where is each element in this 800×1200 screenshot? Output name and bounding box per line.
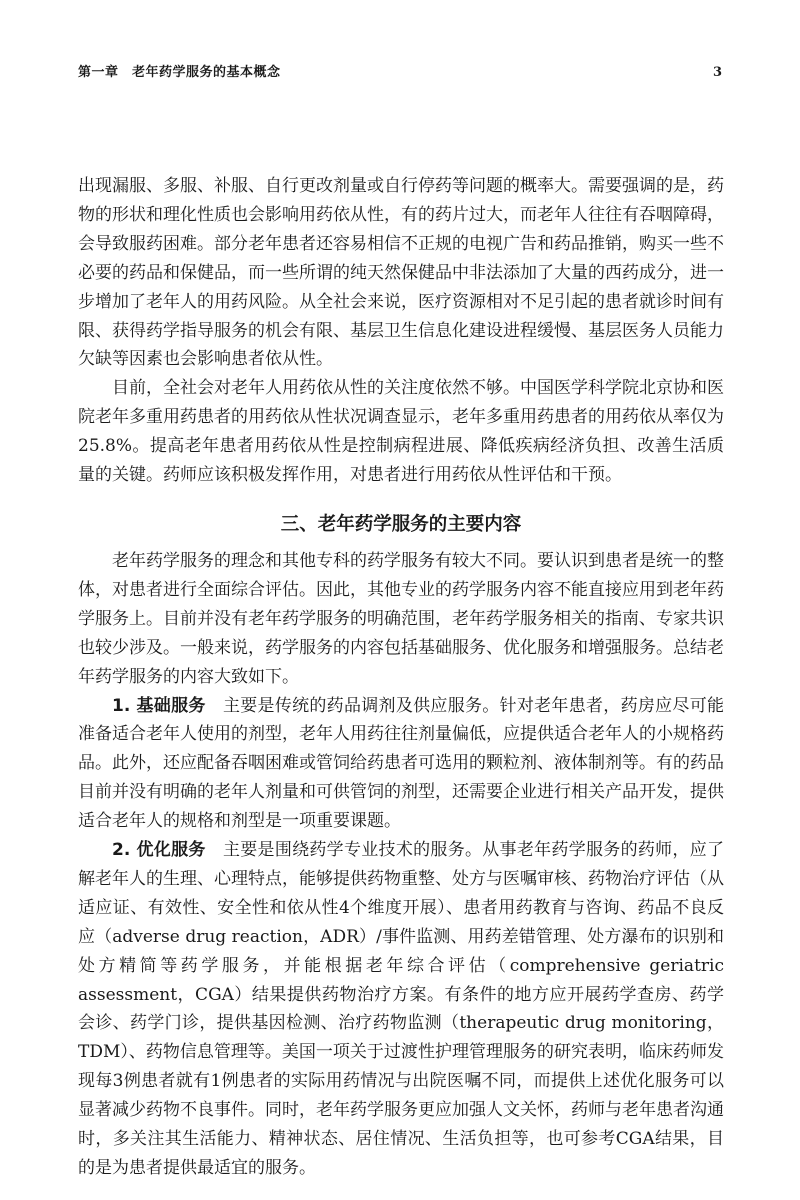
- paragraph-service-intro: 老年药学服务的理念和其他专科的药学服务有较大不同。要认识到患者是统一的整体，对患者进行全面综合评估。因此，其他专业的药学服务内容不能直接应用到老年药学服务上。目前并没有老年药学服务的明确范围，老年药学服务相关的指南、专家共识也较少涉及。一般来说，药学服务的内容包括基础服务、优化服务和增强服务。总结老年药学服务的内容大致如下。: [78, 550, 724, 687]
- running-header: [78, 62, 722, 84]
- paragraph-continued: 出现漏服、多服、补服、自行更改剂量或自行停药等问题的概率大。需要强调的是，药物的形状和理化性质也会影响用药依从性，有的药片过大，而老年人往往有吞咽障碍，会导致服药困难。部分老年患者还容易相信不正规的电视广告和药品推销，购买一些不必要的药品和保健品，而一些所谓的纯天然保健品中非法添加了大量的西药成分，进一步增加了老年人的用药风险。从全社会来说，医疗资源相对不足引起的患者就诊时间有限、获得药学指导服务的机会有限、基层卫生信息化建设进程缓慢、基层医务人员能力欠缺等因素也会影响患者依从性。: [78, 176, 724, 370]
- item-heading-optimized: 2. 优化服务: [112, 840, 206, 861]
- list-item-optimized-service: [78, 836, 724, 1183]
- item-text-optimized: 主要是围绕药学专业技术的服务。从事老年药学服务的药师，应了解老年人的生理、心理特点，能够提供药物重整、处方与医嘱审核、药物治疗评估（从适应证、有效性、安全性和依从性4个维度开展）、患者用药教育与咨询、药品不良反应（adverse drug reaction，ADR）/事件监测、用药差错管理、处方瀑布的识别和处方精简等药学服务，并能根据老年综合评估（comprehensive geriatric assessment，CGA）结果提供药物治疗方案。有条件的地方应开展药学查房、药学会诊、药学门诊，提供基因检测、治疗药物监测（therapeutic drug monitoring，TDM）、药物信息管理等。美国一项关于过渡性护理管理服务的研究表明，临床药师发现每3例患者就有1例患者的实际用药情况与出院医嘱不同，而提供上述优化服务可以显著减少药物不良事件。同时，老年药学服务更应加强人文关怀，药师与老年患者沟通时，多关注其生活能力、精神状态、居住情况、生活负担等，也可参考CGA结果，目的是为患者提供最适宜的服务。: [78, 840, 725, 1178]
- item-text-basic: 主要是传统的药品调剂及供应服务。针对老年患者，药房应尽可能准备适合老年人使用的剂型，老年人用药往往剂量偏低，应提供适合老年人的小规格药品。此外，还应配备吞咽困难或管饲给药患者可选用的颗粒剂、液体制剂等。有的药品目前并没有明确的老年人剂量和可供管饲的剂型，还需要企业进行相关产品开发，提供适合老年人的规格和剂型是一项重要课题。: [78, 695, 725, 832]
- page-number: 3: [712, 65, 722, 80]
- item-heading-basic: 1. 基础服务: [112, 695, 206, 716]
- page-body: [78, 172, 724, 1183]
- chapter-title: 第一章 老年药学服务的基本概念: [78, 65, 281, 80]
- list-item-basic-service: [78, 692, 724, 837]
- paragraph-adherence-attention: 目前，全社会对老年人用药依从性的关注度依然不够。中国医学科学院北京协和医院老年多重用药患者的用药依从性状况调查显示，老年多重用药患者的用药依从率仅为25.8%。提高老年患者用药依从性是控制病程进展、降低疾病经济负担、改善生活质量的关键。药师应该积极发挥作用，对患者进行用药依从性评估和干预。: [78, 378, 724, 486]
- section-heading: 三、老年药学服务的主要内容: [280, 513, 522, 535]
